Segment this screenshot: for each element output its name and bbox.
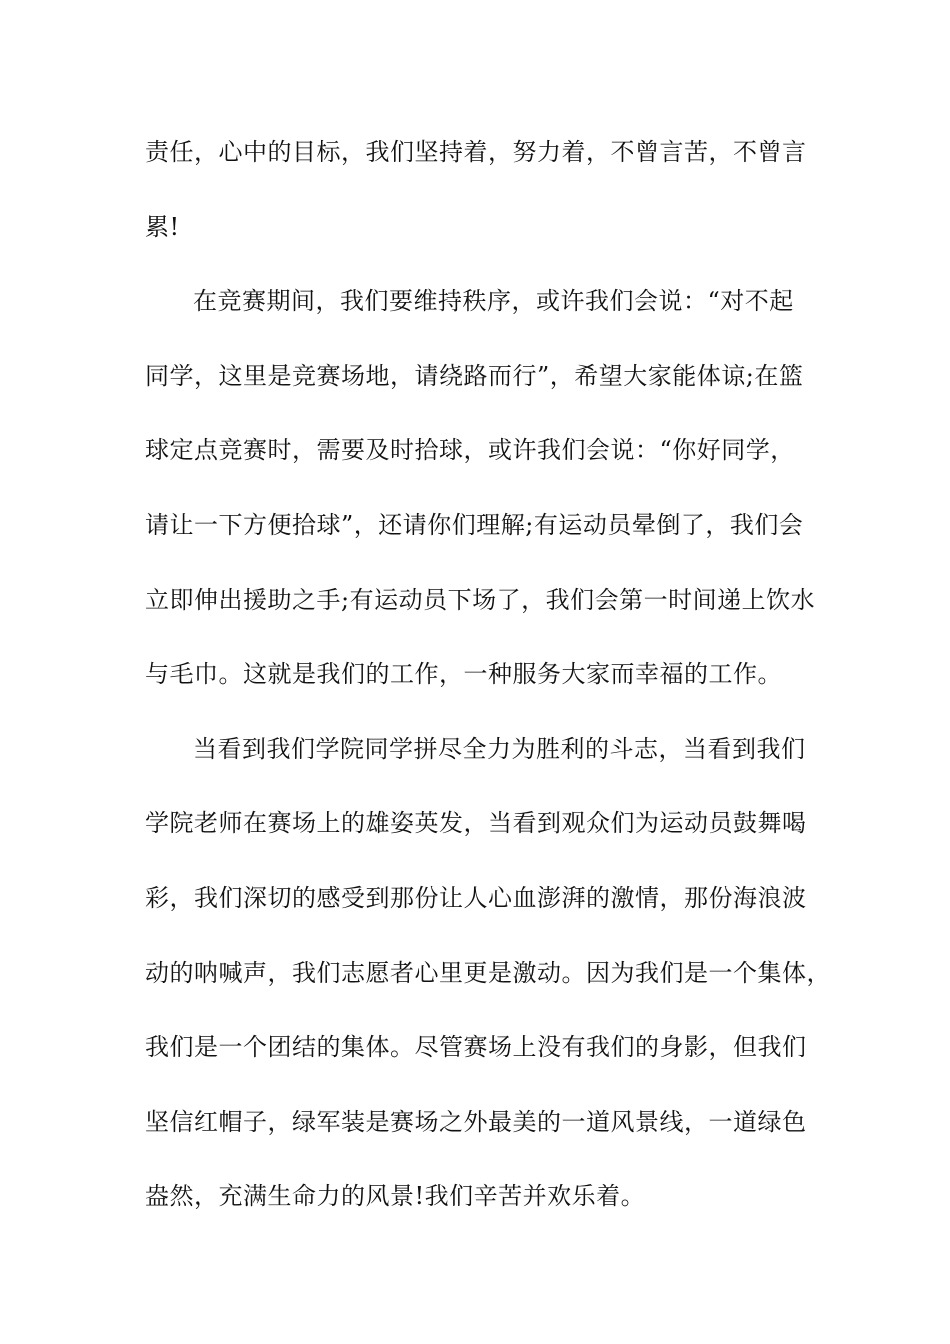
text-line: 我们是一个团结的集体。尽管赛场上没有我们的身影，但我们 bbox=[145, 1033, 807, 1062]
paragraph-3 bbox=[145, 719, 835, 1241]
text-line: 累! bbox=[145, 212, 180, 241]
text-line: 当看到我们学院同学拼尽全力为胜利的斗志，当看到我们 bbox=[193, 734, 806, 763]
text-line: 球定点竞赛时，需要及时拾球，或许我们会说：“你好同学， bbox=[145, 436, 795, 465]
text-line: 动的呐喊声，我们志愿者心里更是激动。因为我们是一个集体， bbox=[145, 958, 831, 987]
text-line: 在竞赛期间，我们要维持秩序，或许我们会说：“对不起 bbox=[193, 287, 794, 316]
paragraph-1 bbox=[145, 122, 835, 271]
text-line: 请让一下方便拾球”，还请你们理解;有运动员晕倒了，我们会 bbox=[145, 510, 804, 539]
text-line: 责任，心中的目标，我们坚持着，努力着，不曾言苦，不曾言 bbox=[145, 138, 807, 166]
text-line: 彩，我们深切的感受到那份让人心血澎湃的激情，那份海浪波 bbox=[145, 883, 807, 912]
text-line: 同学，这里是竞赛场地，请绕路而行”，希望大家能体谅;在篮 bbox=[145, 361, 804, 390]
text-line: 盎然，充满生命力的风景!我们辛苦并欢乐着。 bbox=[145, 1182, 646, 1211]
text-line: 与毛巾。这就是我们的工作，一种服务大家而幸福的工作。 bbox=[145, 660, 782, 689]
text-line: 学院老师在赛场上的雄姿英发，当看到观众们为运动员鼓舞喝 bbox=[145, 809, 807, 838]
body-text bbox=[145, 122, 835, 1241]
text-line: 坚信红帽子，绿军装是赛场之外最美的一道风景线，一道绿色 bbox=[145, 1107, 807, 1136]
text-line: 立即伸出援助之手;有运动员下场了，我们会第一时间递上饮水 bbox=[145, 585, 816, 614]
paragraph-2 bbox=[145, 271, 835, 719]
